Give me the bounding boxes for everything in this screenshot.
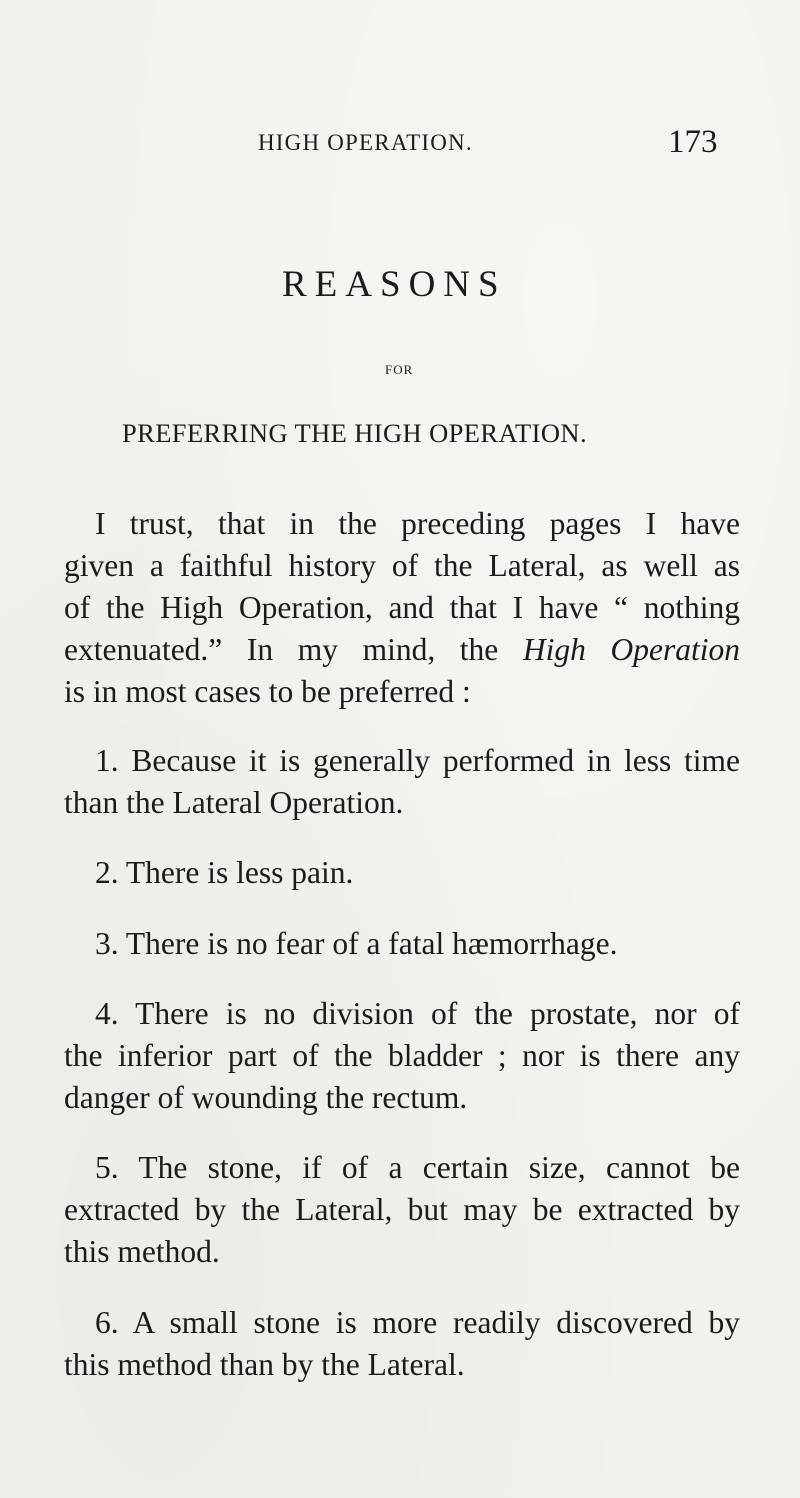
intro-line: I trust, that in the preceding pages I have (95, 506, 740, 541)
intro-line: given a faithful history of the Lateral, as well as (64, 548, 740, 583)
reason-6-line: this method than by the Lateral. (64, 1347, 465, 1382)
reason-3-line: 3. There is no fear of a fatal hæmorrhage. (95, 926, 618, 961)
reason-2-line: 2. There is less pain. (95, 855, 354, 890)
page-number: 173 (668, 124, 718, 160)
section-subtitle: PREFERRING THE HIGH OPERATION. (122, 418, 587, 448)
intro-emphasis: High Operation (522, 632, 740, 667)
intro-line (64, 634, 740, 666)
reason-1-line: than the Lateral Operation. (64, 785, 404, 820)
reason-4-line: the inferior part of the bladder ; nor is there any (64, 1038, 740, 1073)
reason-6-line: 6. A small stone is more readily discovered by (95, 1305, 740, 1340)
section-title: REASONS (282, 264, 507, 305)
section-connector: FOR (385, 362, 414, 377)
reason-4-line: danger of wounding the rectum. (64, 1080, 468, 1115)
intro-line: of the High Operation, and that I have “ nothing (64, 590, 740, 625)
reason-4-line: 4. There is no division of the prostate, nor of (95, 996, 740, 1031)
running-head: HIGH OPERATION. (258, 130, 473, 155)
intro-line: is in most cases to be preferred : (64, 674, 471, 709)
reason-5-line: extracted by the Lateral, but may be extracted by (64, 1192, 740, 1227)
reason-1-line: 1. Because it is generally performed in less time (95, 743, 740, 778)
reason-5-line: 5. The stone, if of a certain size, cannot be (95, 1150, 740, 1185)
intro-text: extenuated.” In my mind, the (64, 632, 523, 667)
reason-5-line: this method. (64, 1234, 220, 1269)
